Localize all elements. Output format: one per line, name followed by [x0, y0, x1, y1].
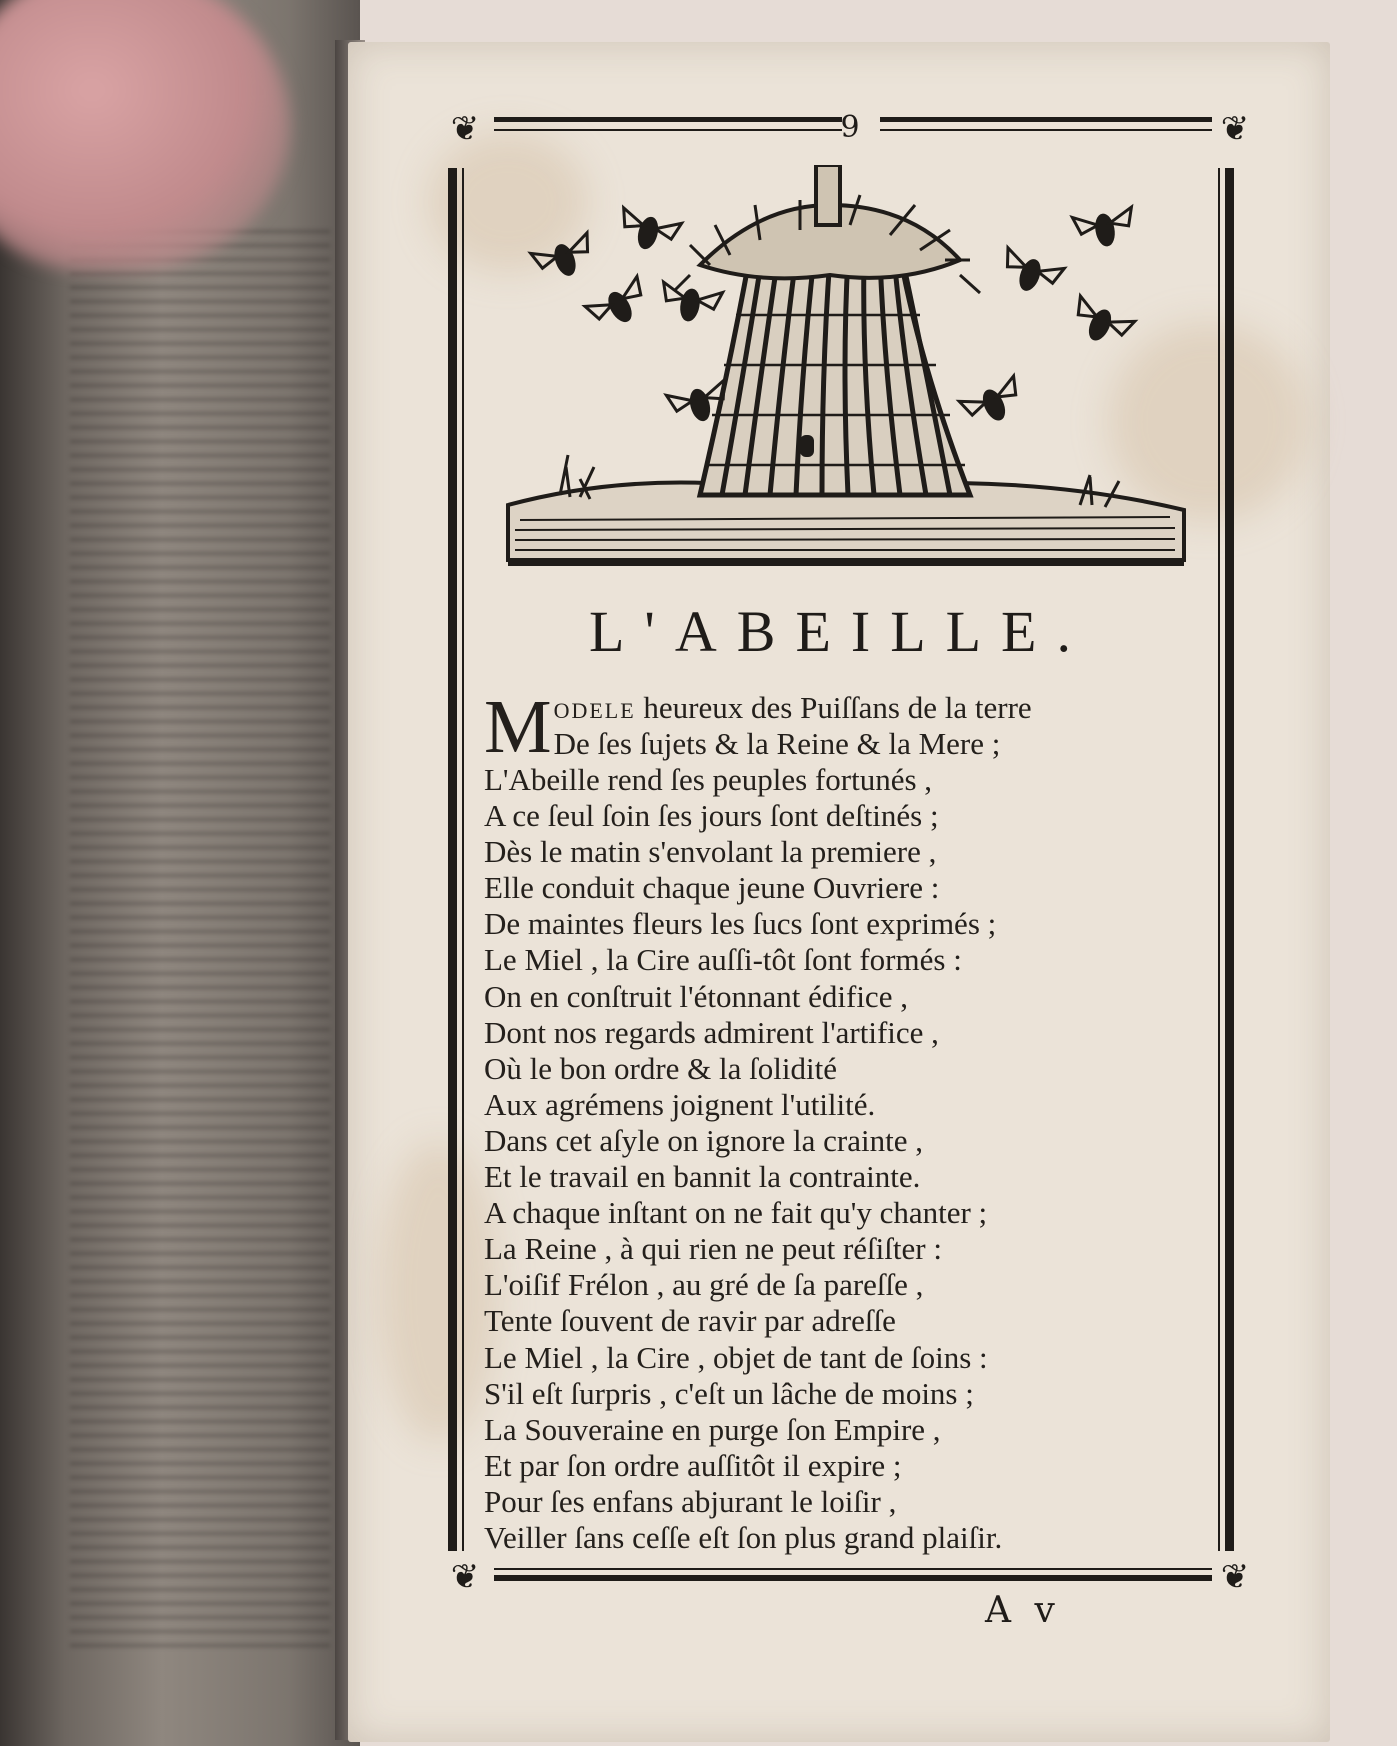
- foxing-stain: [378, 1142, 498, 1442]
- poem-line: Dès le matin s'envolant la premiere ,: [484, 834, 937, 870]
- poem-line: [484, 690, 1204, 726]
- poem-line: S'il eſt ſurpris , c'eſt un lâche de moins ;: [484, 1375, 974, 1411]
- bottom-rule: [494, 1575, 1212, 1581]
- corner-ornament-icon: ❦: [450, 109, 480, 149]
- right-frame-rule-thin: [1218, 168, 1220, 1551]
- poem-line: De maintes fleurs les ſucs ſont exprimés ;: [484, 906, 997, 942]
- poem-line: L'oiſif Frélon , au gré de ſa pareſſe ,: [484, 1267, 924, 1303]
- poem-line: Dont nos regards admirent l'artifice ,: [484, 1014, 939, 1050]
- poem-line: La Souveraine en purge ſon Empire ,: [484, 1411, 941, 1447]
- page-title: L'ABEILLE.: [589, 599, 1091, 664]
- poem-line: A chaque inſtant on ne fait qu'y chanter ;: [484, 1195, 988, 1231]
- left-frame-rule: [448, 168, 457, 1551]
- poem-line: La Reine , à qui rien ne peut réſiſter :: [484, 1231, 942, 1267]
- poem-line: Et le travail en bannit la contrainte.: [484, 1159, 921, 1195]
- poem-line: Pour ſes enfans abjurant le loiſir ,: [484, 1483, 897, 1519]
- bottom-rule-thin: [494, 1568, 1212, 1570]
- poem-line: Aux agrémens joignent l'utilité.: [484, 1086, 876, 1122]
- poem-text: [484, 685, 1204, 1556]
- poem-line: Veiller ſans ceſſe eſt ſon plus grand plaiſir.: [484, 1519, 1003, 1555]
- poem-line: On en conſtruit l'étonnant édifice ,: [484, 978, 908, 1014]
- poem-line: Dans cet aſyle on ignore la crainte ,: [484, 1122, 923, 1158]
- poem-line: L'Abeille rend ſes peuples fortunés ,: [484, 762, 933, 797]
- signature-mark: A v: [985, 1590, 1061, 1631]
- page-number: 9: [840, 110, 860, 145]
- top-rule-left: [494, 117, 842, 122]
- poem-line: De ſes ſujets & la Reine & la Mere ;: [553, 726, 1001, 762]
- poem-line: Et par ſon ordre auſſitôt il expire ;: [484, 1447, 902, 1483]
- top-rule-right: [880, 117, 1212, 122]
- first-line: [484, 685, 1204, 769]
- poem-line: Où le bon ordre & la ſolidité: [484, 1050, 837, 1086]
- corner-ornament-icon: ❦: [1220, 109, 1250, 149]
- drop-cap: M: [484, 685, 552, 769]
- poem-line: Le Miel , la Cire , objet de tant de ſoins :: [484, 1339, 988, 1375]
- poem-line: Tente ſouvent de ravir par adreſſe: [484, 1303, 896, 1339]
- top-rule-right-thin: [880, 129, 1212, 131]
- first-line-rest: heureux des Puiſſans de la terre: [635, 690, 1032, 725]
- left-frame-rule-thin: [462, 168, 464, 1551]
- top-rule-left-thin: [494, 129, 842, 131]
- blurred-text-lines: [70, 230, 330, 1650]
- beehive-woodcut-illustration: [500, 165, 1190, 570]
- right-frame-rule: [1225, 168, 1234, 1551]
- poem-line: Elle conduit chaque jeune Ouvriere :: [484, 870, 940, 906]
- poem-line: A ce ſeul ſoin ſes jours ſont deſtinés ;: [484, 798, 939, 834]
- corner-ornament-icon: ❦: [450, 1557, 480, 1597]
- first-line-smallcaps: odele: [553, 690, 636, 725]
- poem-line: Le Miel , la Cire auſſi-tôt ſont formés :: [484, 942, 962, 978]
- corner-ornament-icon: ❦: [1220, 1557, 1250, 1597]
